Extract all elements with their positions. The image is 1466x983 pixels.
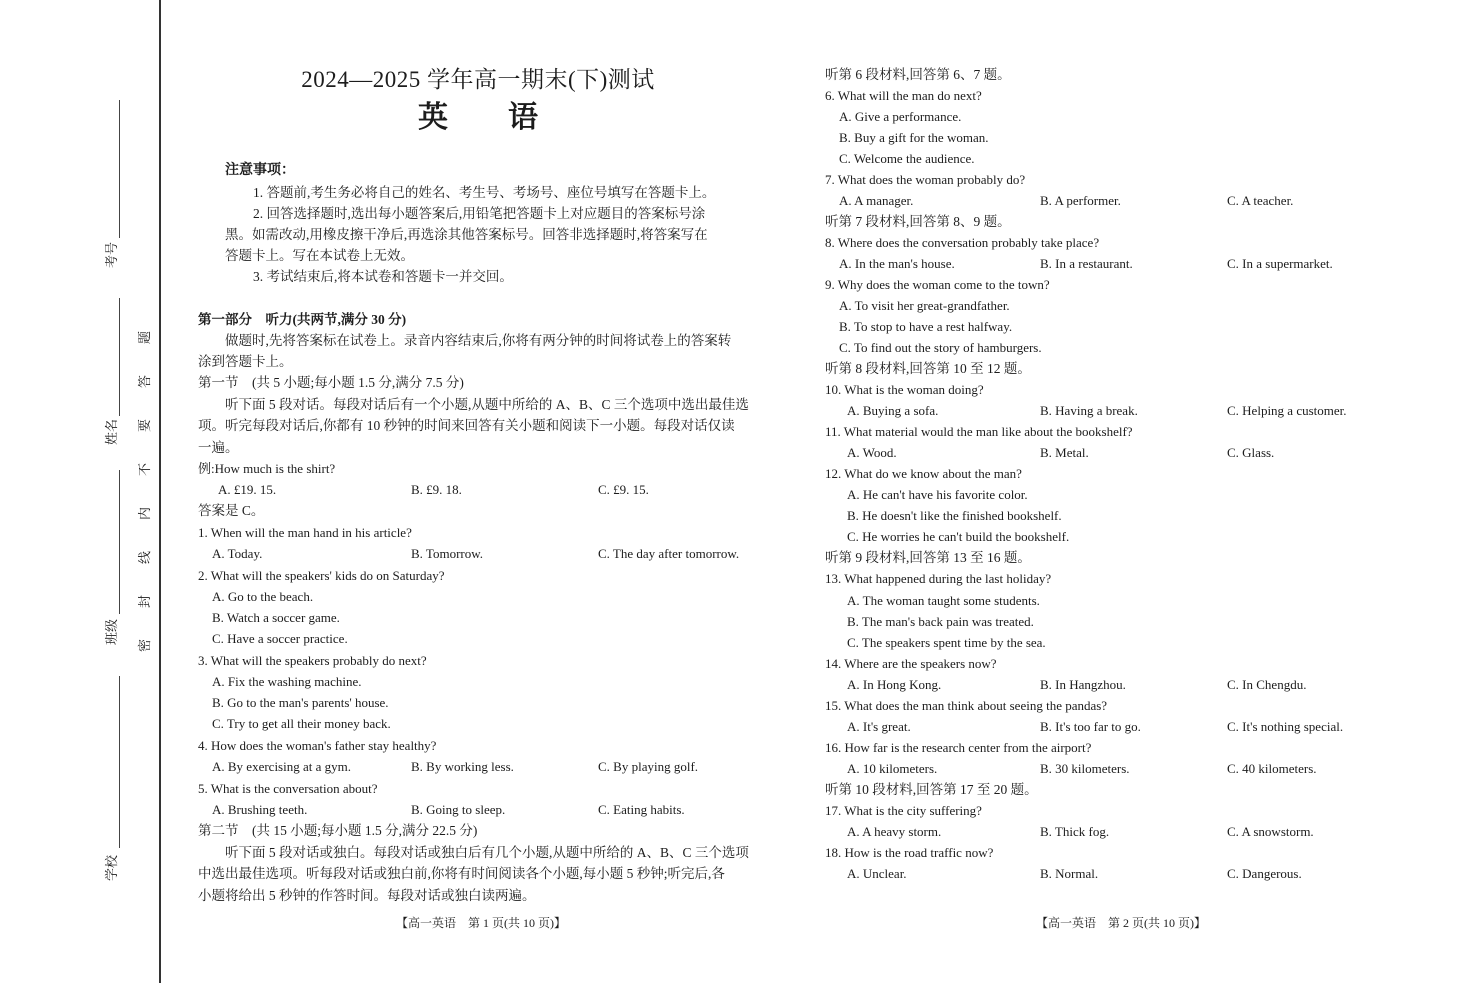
- option: B. Tomorrow.: [411, 546, 484, 561]
- question: 8. Where does the conversation probably take place?: [825, 235, 1100, 250]
- question: 9. Why does the woman come to the town?: [825, 277, 1050, 292]
- instruction-line: 小题将给出 5 秒钟的作答时间。每段对话或独白读两遍。: [198, 888, 536, 903]
- option: B. Buy a gift for the woman.: [839, 130, 989, 145]
- option: B. It's too far to go.: [1040, 719, 1141, 734]
- option: C. Eating habits.: [598, 802, 685, 817]
- option: A. To visit her great-grandfather.: [839, 298, 1010, 313]
- option: B. By working less.: [411, 759, 514, 774]
- option: B. He doesn't like the finished bookshelf.: [847, 508, 1062, 523]
- instruction-line: 一遍。: [198, 440, 239, 455]
- option: B. In Hangzhou.: [1040, 677, 1126, 692]
- question: 17. What is the city suffering?: [825, 803, 982, 818]
- option: C. By playing golf.: [598, 759, 699, 774]
- instruction-line: 涂到答题卡上。: [198, 354, 293, 369]
- question: 12. What do we know about the man?: [825, 466, 1022, 481]
- option: A. Go to the beach.: [212, 589, 314, 604]
- field-label-exam-number: 考号: [104, 241, 119, 269]
- option: A. Today.: [212, 546, 263, 561]
- option: C. 40 kilometers.: [1227, 761, 1317, 776]
- question: 14. Where are the speakers now?: [825, 656, 997, 671]
- option: C. Glass.: [1227, 445, 1275, 460]
- notice-line: 3. 考试结束后,将本试卷和答题卡一并交回。: [253, 269, 513, 284]
- question: 1. When will the man hand in his article?: [198, 525, 412, 540]
- option: C. Try to get all their money back.: [212, 716, 391, 731]
- option: C. To find out the story of hamburgers.: [839, 340, 1042, 355]
- question: 7. What does the woman probably do?: [825, 172, 1026, 187]
- option: B. Go to the man's parents' house.: [212, 695, 389, 710]
- option: B. In a restaurant.: [1040, 256, 1133, 271]
- option: A. A manager.: [839, 193, 914, 208]
- binding-line: [159, 0, 161, 983]
- seal-line-text: 密封线内不要答题: [137, 299, 152, 653]
- instruction-line: 项。听完每段对话后,你都有 10 秒钟的时间来回答有关小题和阅读下一小题。每段对话仅读: [198, 418, 735, 433]
- option: B. The man's back pain was treated.: [847, 614, 1034, 629]
- option: C. He worries he can't build the bookshelf.: [847, 529, 1070, 544]
- listening-header: 听第 8 段材料,回答第 10 至 12 题。: [825, 361, 1031, 376]
- option: A. A heavy storm.: [847, 824, 942, 839]
- instruction-line: 听下面 5 段对话。每段对话后有一个小题,从题中所给的 A、B、C 三个选项中选出最佳选: [225, 397, 749, 412]
- notice-line: 黑。如需改动,用橡皮擦干净后,再选涂其他答案标号。回答非选择题时,将答案写在: [225, 227, 708, 242]
- exam-title: 2024—2025 学年高一期末(下)测试: [301, 67, 655, 92]
- question: 18. How is the road traffic now?: [825, 845, 994, 860]
- example-question: 例:How much is the shirt?: [198, 461, 336, 476]
- notice-line: 2. 回答选择题时,选出每小题答案后,用铅笔把答题卡上对应题目的答案标号涂: [253, 206, 706, 221]
- field-underline-class: [119, 470, 120, 614]
- listening-header: 听第 6 段材料,回答第 6、7 题。: [825, 67, 1011, 82]
- option: A. In the man's house.: [839, 256, 955, 271]
- question: 11. What material would the man like about the bookshelf?: [825, 424, 1133, 439]
- option: C. In Chengdu.: [1227, 677, 1307, 692]
- option: A. The woman taught some students.: [847, 593, 1040, 608]
- option: A. Wood.: [847, 445, 897, 460]
- field-underline-exam-number: [119, 100, 120, 238]
- question: 4. How does the woman's father stay healthy?: [198, 738, 437, 753]
- field-underline-school: [119, 676, 120, 848]
- option: C. Have a soccer practice.: [212, 631, 348, 646]
- option: B. Thick fog.: [1040, 824, 1110, 839]
- section-heading: 第一节 (共 5 小题;每小题 1.5 分,满分 7.5 分): [198, 375, 464, 390]
- subject-title: 英 语: [418, 101, 538, 134]
- question: 15. What does the man think about seeing the pandas?: [825, 698, 1108, 713]
- part-heading: 第一部分 听力(共两节,满分 30 分): [198, 312, 407, 327]
- option: A. By exercising at a gym.: [212, 759, 351, 774]
- option: A. Buying a sofa.: [847, 403, 939, 418]
- notice-heading: 注意事项：: [225, 163, 295, 178]
- option: B. £9. 18.: [411, 482, 462, 497]
- instruction-line: 听下面 5 段对话或独白。每段对话或独白后有几个小题,从题中所给的 A、B、C 三个选项: [225, 845, 749, 860]
- option: B. Watch a soccer game.: [212, 610, 340, 625]
- option: C. In a supermarket.: [1227, 256, 1333, 271]
- question: 13. What happened during the last holiday?: [825, 571, 1052, 586]
- option: C. The speakers spent time by the sea.: [847, 635, 1046, 650]
- option: A. 10 kilometers.: [847, 761, 938, 776]
- question: 16. How far is the research center from the airport?: [825, 740, 1092, 755]
- option: A. £19. 15.: [218, 482, 277, 497]
- answer-note: 答案是 C。: [198, 503, 265, 518]
- option: B. To stop to have a rest halfway.: [839, 319, 1013, 334]
- field-underline-name: [119, 298, 120, 416]
- option: C. A teacher.: [1227, 193, 1294, 208]
- instruction-line: 做题时,先将答案标在试卷上。录音内容结束后,你将有两分钟的时间将试卷上的答案转: [225, 333, 732, 348]
- field-label-class: 班级: [104, 618, 119, 646]
- option: A. Unclear.: [847, 866, 907, 881]
- option: A. It's great.: [847, 719, 911, 734]
- option: A. Brushing teeth.: [212, 802, 308, 817]
- notice-line: 1. 答题前,考生务必将自己的姓名、考生号、考场号、座位号填写在答题卡上。: [253, 185, 716, 200]
- option: B. 30 kilometers.: [1040, 761, 1130, 776]
- field-label-name: 姓名: [104, 418, 119, 446]
- section-heading: 第二节 (共 15 小题;每小题 1.5 分,满分 22.5 分): [198, 823, 478, 838]
- option: A. Fix the washing machine.: [212, 674, 362, 689]
- option: B. Going to sleep.: [411, 802, 506, 817]
- option: A. Give a performance.: [839, 109, 962, 124]
- option: C. Welcome the audience.: [839, 151, 975, 166]
- option: C. Dangerous.: [1227, 866, 1302, 881]
- question: 5. What is the conversation about?: [198, 781, 378, 796]
- question: 10. What is the woman doing?: [825, 382, 984, 397]
- option: C. The day after tomorrow.: [598, 546, 740, 561]
- option: B. Having a break.: [1040, 403, 1138, 418]
- option: A. In Hong Kong.: [847, 677, 942, 692]
- listening-header: 听第 10 段材料,回答第 17 至 20 题。: [825, 782, 1038, 797]
- page-footer: 【高一英语 第 2 页(共 10 页)】: [1036, 916, 1206, 930]
- option: C. £9. 15.: [598, 482, 649, 497]
- question: 3. What will the speakers probably do next?: [198, 653, 427, 668]
- option: B. A performer.: [1040, 193, 1121, 208]
- option: C. It's nothing special.: [1227, 719, 1344, 734]
- question: 2. What will the speakers' kids do on Saturday?: [198, 568, 445, 583]
- listening-header: 听第 9 段材料,回答第 13 至 16 题。: [825, 550, 1031, 565]
- option: A. He can't have his favorite color.: [847, 487, 1028, 502]
- option: C. A snowstorm.: [1227, 824, 1314, 839]
- option: C. Helping a customer.: [1227, 403, 1347, 418]
- notice-line: 答题卡上。写在本试卷上无效。: [225, 248, 414, 263]
- option: B. Normal.: [1040, 866, 1099, 881]
- field-label-school: 学校: [104, 854, 119, 882]
- listening-header: 听第 7 段材料,回答第 8、9 题。: [825, 214, 1011, 229]
- page-footer: 【高一英语 第 1 页(共 10 页)】: [396, 916, 566, 930]
- question: 6. What will the man do next?: [825, 88, 982, 103]
- instruction-line: 中选出最佳选项。听每段对话或独白前,你将有时间阅读各个小题,每小题 5 秒钟;听完后,各: [198, 866, 725, 881]
- option: B. Metal.: [1040, 445, 1089, 460]
